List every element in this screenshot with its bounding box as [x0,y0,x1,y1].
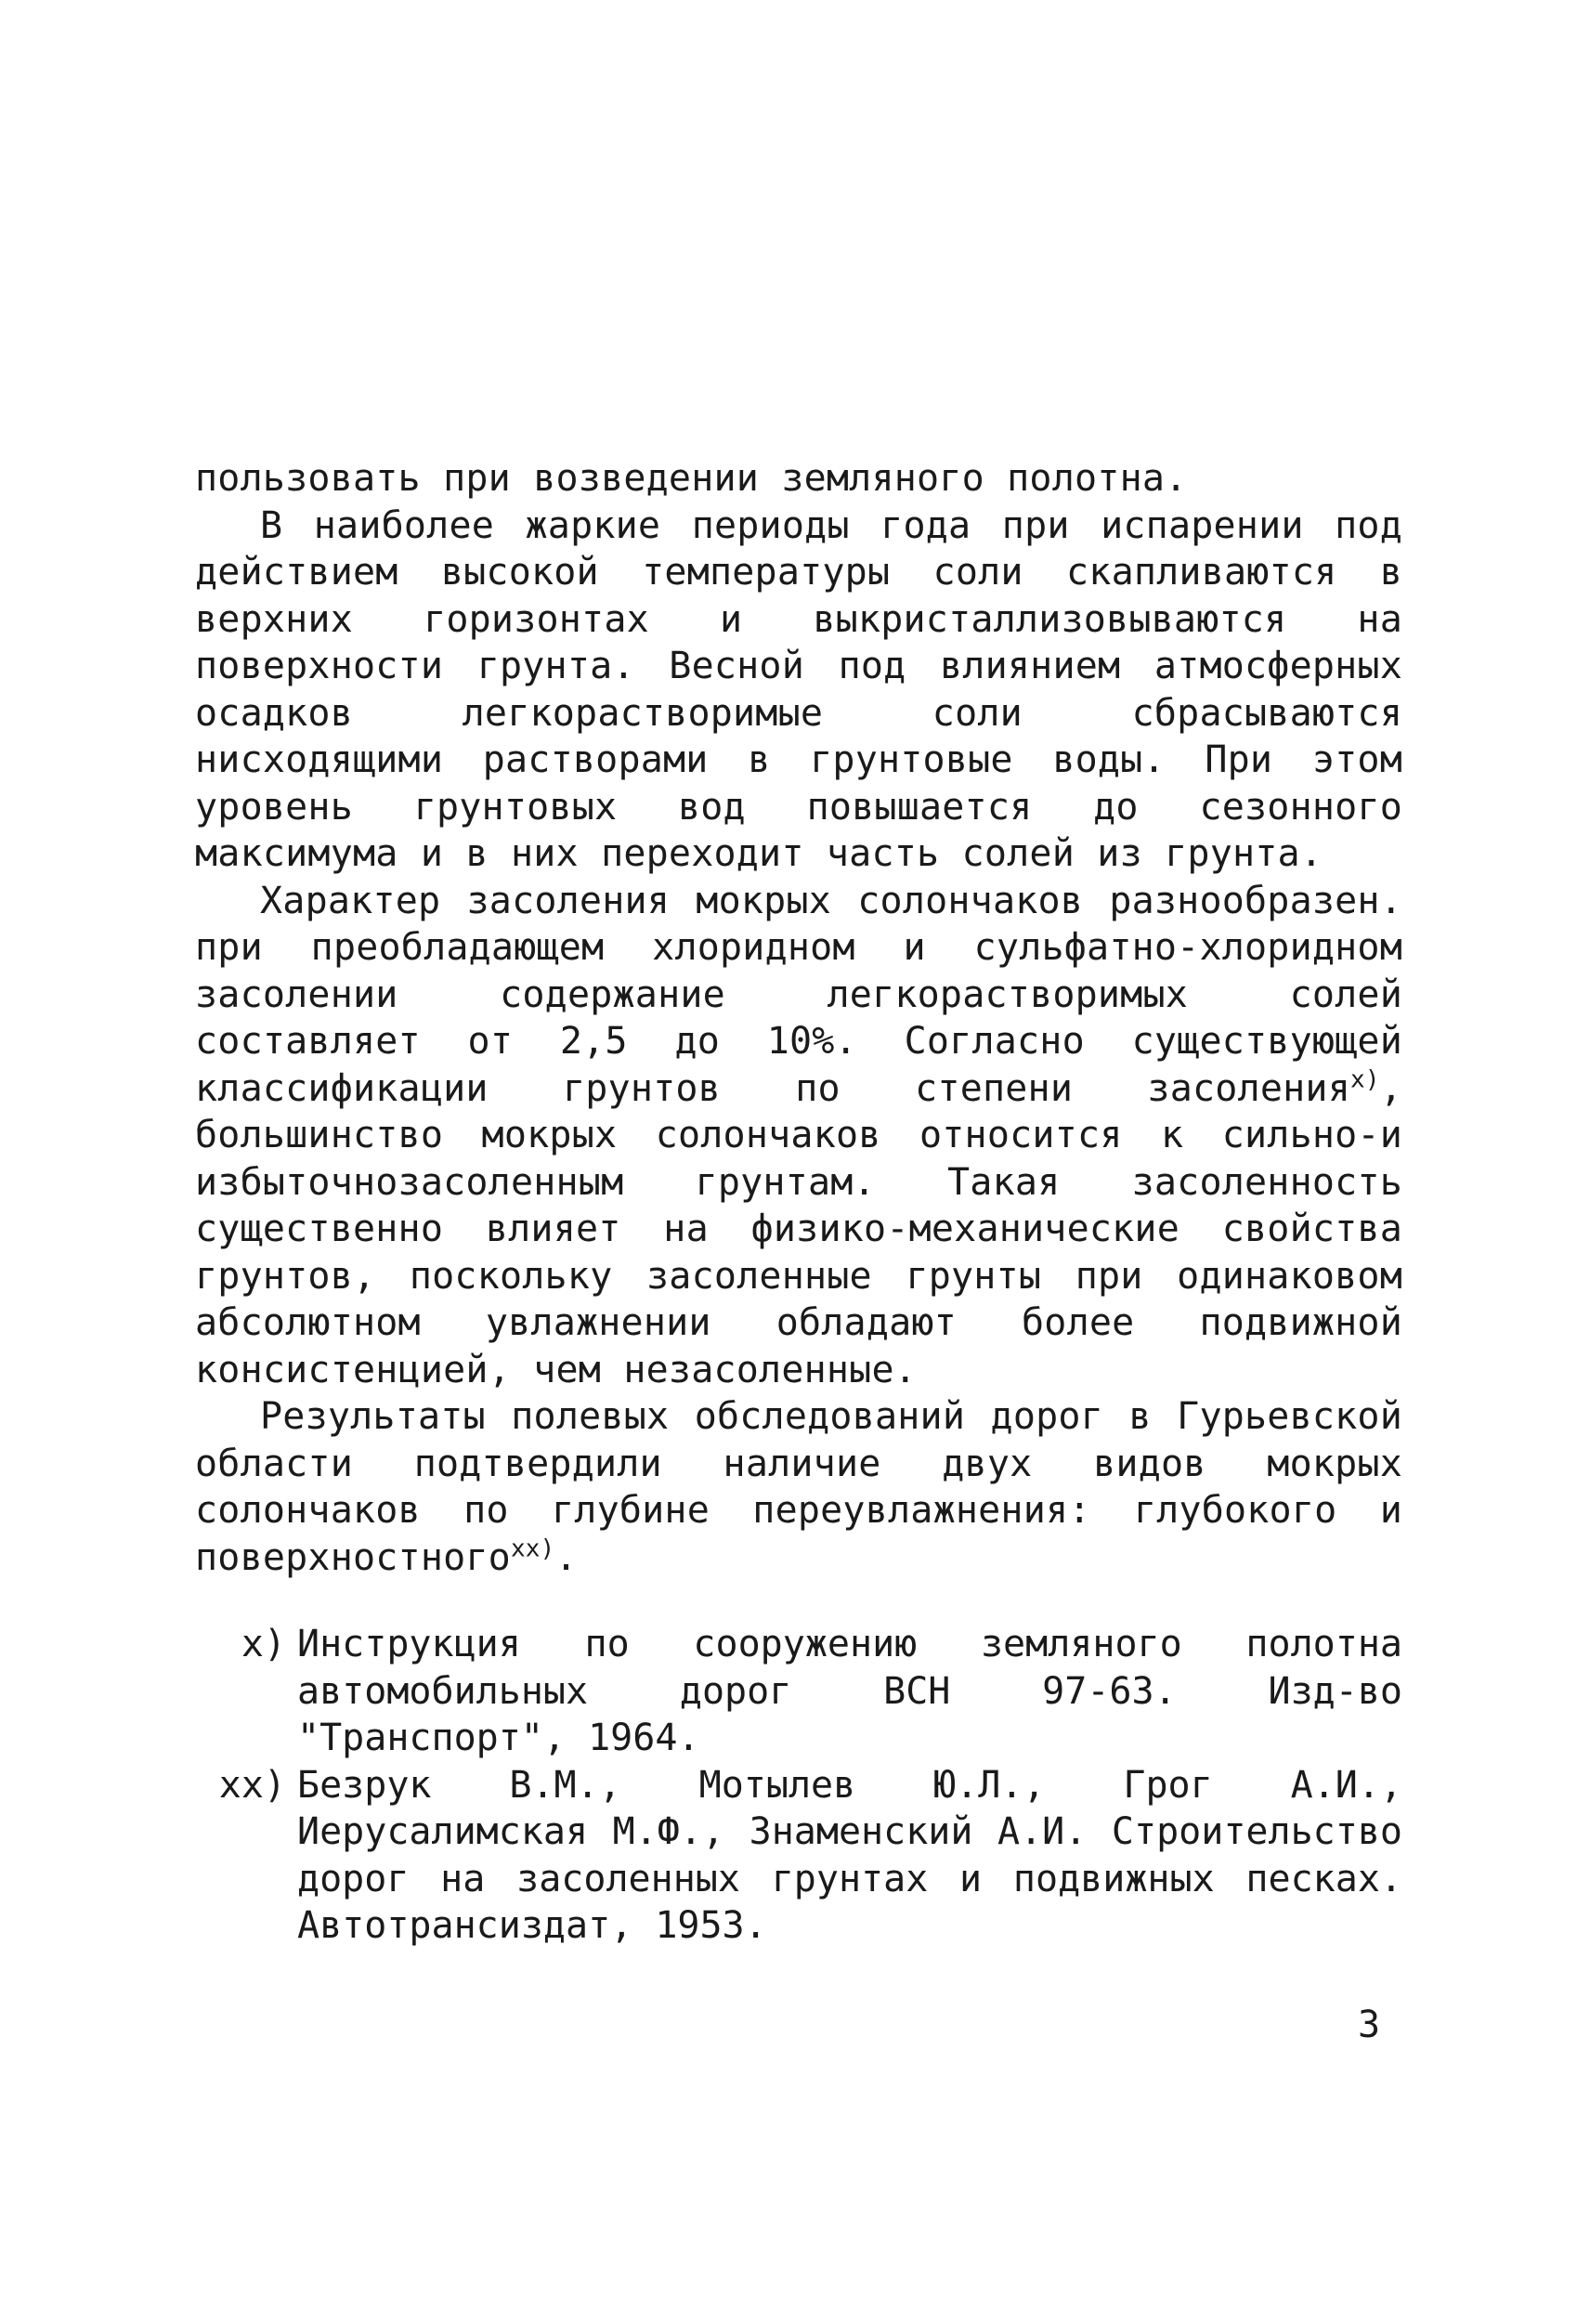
paragraph-2: В наиболее жаркие периоды года при испарении под действием высокой температуры соли скапливаются в верхних горизонтах и выкристаллизовываются на поверхности грунта. Весной под влиянием атмосферных осадков легкорастворимые соли сбрасываются нисходящими растворами в грунтовые воды. При этом уровень грунтовых вод повышается до сезонного максимума и в них переходит часть солей из грунта. [195,503,1402,875]
footnote-reference-x: x) [1349,1065,1380,1094]
paragraph-4-text-before: Результаты полевых обследований дорог в Гурьевской области подтвердили наличие двух видов мокрых солончаков по глубине переувлажнения: глубокого и поверхностного [195,1395,1402,1579]
footnote-1-text: Инструкция по сооружению земляного полотна автомобильных дорог ВСН 97-63. Изд-во "Транспорт", 1964. [297,1623,1402,1759]
paragraph-1: пользовать при возведении земляного полотна. [195,457,1188,500]
paragraph-3-text-before: Характер засоления мокрых солончаков разнообразен. при преобладающем хлоридном и сульфатно-хлоридном засолении содержание легкорастворимых солей составляет от 2,5 до 10%. Согласно существующей классификации грунтов по степени засоления [195,879,1402,1110]
footnote-2-mark: xx) [218,1763,286,1807]
body-text [195,455,1402,1581]
footnote-reference-xx: xx) [510,1534,555,1563]
footnote-2-text: Безрук В.М., Мотылев Ю.Л., Грог А.И., Иерусалимская М.Ф., Знаменский А.И. Строительство дорог на засоленных грунтах и подвижных песках. Автотрансиздат, 1953. [297,1763,1402,1947]
footnote-1-mark: x) [241,1623,286,1665]
paragraph-3-text-after: , большинство мокрых солончаков относится к сильно-и избыточнозасоленным грунтам. Такая засоленность существенно влияет на физико-механические свойства грунтов, поскольку засоленные грунты при одинаковом абсолютном увлажнении обладают более подвижной консистенцией, чем незасоленные. [195,1066,1402,1391]
paragraph-3 [195,878,1402,1394]
page-number: 3 [1358,2004,1381,2046]
footnote-2 [195,1762,1402,1950]
paragraph-4-text-after: . [554,1535,578,1579]
footnotes [195,1621,1402,1950]
footnote-1 [195,1621,1402,1762]
paragraph-4 [195,1393,1402,1581]
